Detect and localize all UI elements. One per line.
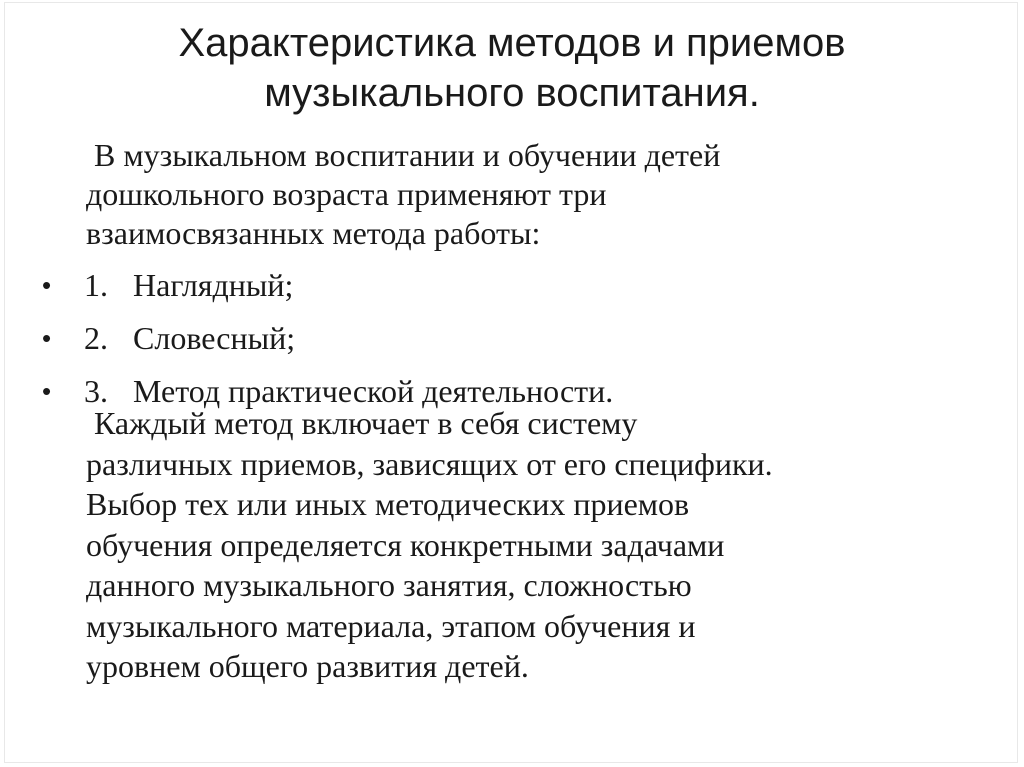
paragraph-line: музыкального материала, этапом обучения и	[86, 607, 696, 644]
intro-line: В музыкальном воспитании и обучении детей	[86, 137, 721, 173]
list-item-label: Наглядный;	[133, 267, 294, 303]
methods-description	[86, 403, 986, 687]
slide-title-line: музыкального воспитания.	[264, 71, 760, 115]
paragraph-line: данного музыкального занятия, сложностью	[86, 567, 692, 603]
paragraph-line: обучения определяется конкретными задачами	[86, 526, 725, 563]
list-item-number: 3.	[84, 373, 108, 409]
paragraph-line: уровнем общего развития детей.	[86, 648, 529, 684]
paragraph-line: Каждый метод включает в себя систему	[86, 405, 638, 441]
intro-line: дошкольного возраста применяют три	[86, 176, 607, 212]
list-item-label: Словесный;	[133, 320, 296, 356]
paragraph-line: различных приемов, зависящих от его специфики.	[86, 445, 773, 482]
slide-title-line: Характеристика методов и приемов	[178, 21, 846, 65]
intro-line: взаимосвязанных метода работы:	[86, 215, 541, 251]
list-item	[42, 312, 942, 365]
intro-paragraph	[86, 136, 966, 253]
list-item-number: 2.	[84, 320, 108, 356]
list-item-label: Метод практической деятельности.	[133, 373, 614, 409]
bullet-icon: •	[42, 323, 52, 353]
bullet-icon: •	[42, 270, 52, 300]
methods-list	[42, 259, 942, 418]
slide-title	[0, 18, 1024, 118]
list-item-number: 1.	[84, 267, 108, 303]
bullet-icon: •	[42, 376, 52, 406]
paragraph-line: Выбор тех или иных методических приемов	[86, 486, 690, 522]
list-item	[42, 259, 942, 312]
